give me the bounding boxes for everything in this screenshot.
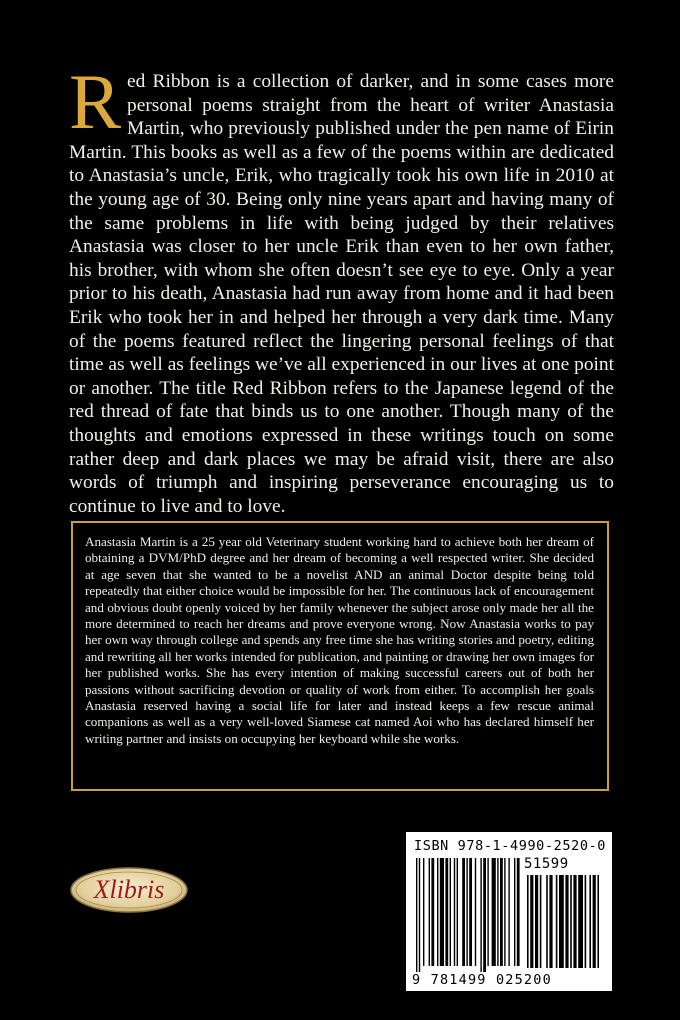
barcode-bar	[419, 858, 420, 972]
barcode-bar	[462, 858, 465, 966]
barcode-bar	[475, 858, 476, 966]
barcode-bar	[517, 858, 520, 966]
price-code: 51599	[524, 856, 569, 872]
addon-bar	[549, 875, 552, 968]
addon-bar	[589, 875, 591, 968]
barcode-bar	[440, 858, 444, 966]
barcode-bar	[437, 858, 438, 966]
xlibris-logo-graphic	[68, 866, 190, 914]
barcode-bar	[497, 858, 498, 966]
barcode-bar	[500, 858, 503, 966]
addon-bar	[585, 875, 587, 968]
addon-bar	[593, 875, 596, 968]
barcode-bar	[431, 858, 434, 966]
addon-bar	[556, 875, 558, 968]
barcode-number: 9 781499 025200	[412, 972, 552, 988]
barcode-bar	[454, 858, 455, 966]
drop-cap: R	[69, 58, 122, 145]
back-cover-blurb	[69, 58, 614, 518]
barcode-bar	[445, 858, 448, 966]
barcode-bar	[416, 858, 417, 972]
isbn-label: ISBN 978-1-4990-2520-0	[414, 838, 607, 854]
barcode-bar	[514, 858, 515, 966]
barcode-bar	[469, 858, 472, 966]
addon-bar	[559, 875, 564, 968]
barcode-bar	[429, 858, 430, 966]
barcode-bar	[457, 858, 458, 966]
addon-bar	[570, 875, 572, 968]
addon-bar	[527, 875, 529, 968]
addon-bar	[578, 875, 583, 968]
isbn-barcode	[406, 832, 612, 991]
barcode-bar	[423, 858, 424, 966]
addon-bar	[535, 875, 538, 968]
addon-bar	[540, 875, 542, 968]
blurb-text: ed Ribbon is a collection of darker, and in some cases more personal poems straight from the heart of writer Anastasia Martin, who previously published under the pen name of Eirin Martin. This books as well as a few of the poems within are dedicated to Anastasia’s uncle, Erik, who tragically took his own life in 2010 at the young age of 30. Being only nine years apart and having many of the same problems in life with being judged by their relatives Anastasia was closer to her uncle Erik than even to her own father, his brother, with whom she often doesn’t see eye to eye. Only a year prior to his death, Anastasia had run away from home and it had been Erik who took her in and helped her through a very dark time. Many of the poems featured reflect the lingering personal feelings of that time as well as feelings we’ve all experienced in our lives at one point or another. The title Red Ribbon refers to the Japanese legend of the red thread of fate that binds us to one another. Though many of the thoughts and emotions expressed in these writings touch on some rather deep and dark places we may be afraid visit, there are also words of triumph and inspiring perseverance encouraging us to continue to live and to love.	[69, 71, 614, 517]
barcode-bar	[508, 858, 509, 966]
barcode-bar	[504, 858, 505, 966]
barcode-bar	[450, 858, 451, 966]
addon-bar	[597, 875, 599, 968]
addon-bar	[565, 875, 568, 968]
logo-text: Xlibris	[93, 875, 165, 904]
publisher-logo	[68, 866, 190, 919]
addon-bar	[573, 875, 576, 968]
barcode-bar	[492, 858, 496, 966]
author-bio-box	[71, 521, 609, 791]
author-bio-text: Anastasia Martin is a 25 year old Veterinary student working hard to achieve both her dream of obtaining a DVM/PhD degree and her dream of becoming a well respected writer. She decided at age seven that she wanted to be a novelist AND an animal Doctor despite being told repeatedly that either choice would be impossible for her. The continuous lack of encouragement and obvious doubt openly voiced by her family whenever the subject arose only made her all the more determined to reach her dreams and prove everyone wrong. Now Anastasia works to pay her own way through college and spends any free time she has writing stories and poetry, editing and rewriting all her works intended for publication, and painting or drawing her own images for her published works. She has every intention of making successful careers out of both her passions without sacrificing devotion or quality of work from either. To accomplish her goals Anastasia reserved having a social life for later and instead keeps a few rescue animal companions as well as a very well-loved Siamese cat named Aoi who has declared himself her writing partner and insists on occupying her keyboard while she works.	[85, 534, 594, 746]
barcode-bar	[480, 858, 481, 972]
barcode-bars	[406, 832, 612, 991]
addon-bar	[530, 875, 533, 968]
barcode-bar	[466, 858, 467, 966]
barcode-bar	[483, 858, 486, 972]
addon-bar	[546, 875, 548, 968]
barcode-bar	[487, 858, 488, 966]
